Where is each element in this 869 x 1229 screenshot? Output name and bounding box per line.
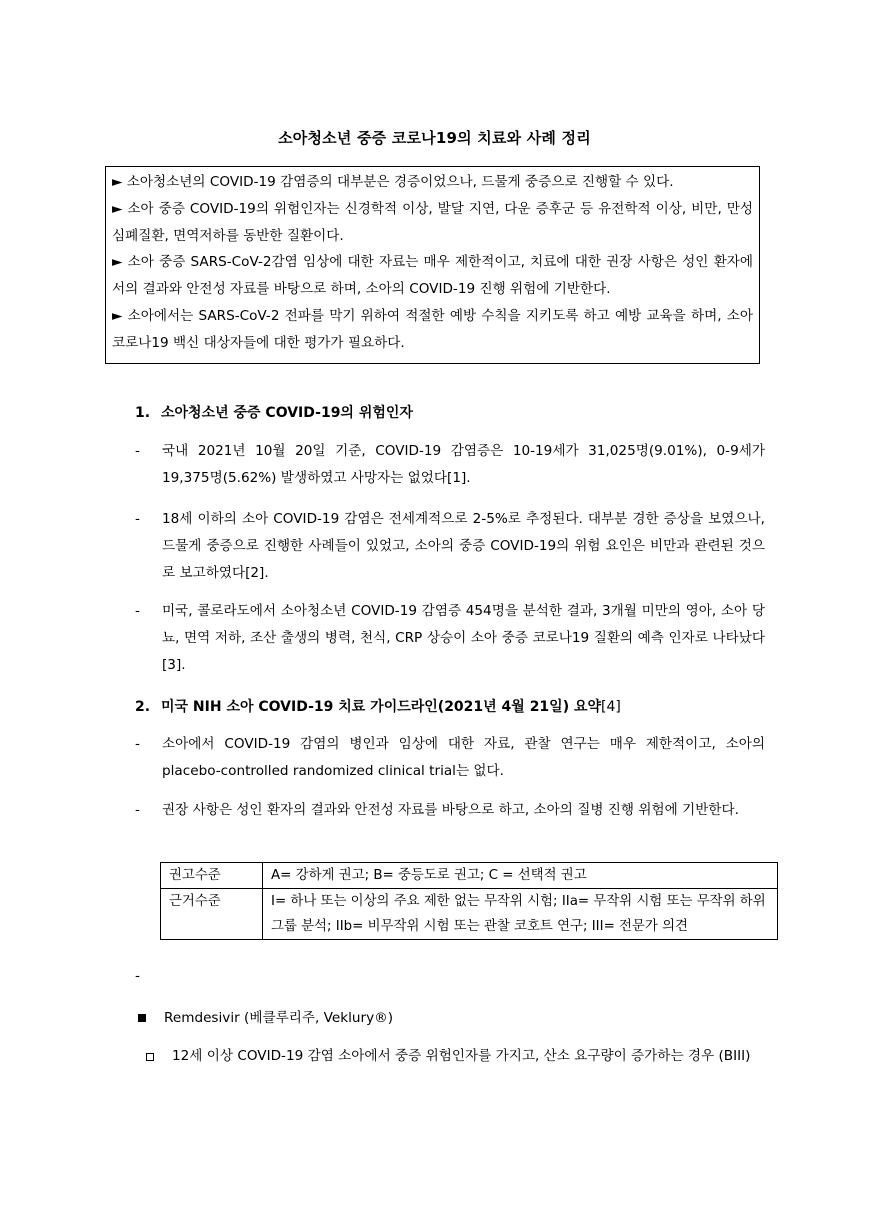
dash-marker: - — [135, 603, 140, 619]
list-item-text: 미국, 콜로라도에서 소아청소년 COVID-19 감염증 454명을 분석한 결과, 3개월 미만의 영아, 소아 당뇨, 면역 저하, 조산 출생의 병력, 천식, CRP 상승이 소아 중증 코로나19 질환의 예측 인자로 나타났다[3]. — [162, 603, 765, 673]
drug-indication: 12세 이상 COVID-19 감염 소아에서 중증 위험인자를 가지고, 산소 요구량이 증가하는 경우 (BIII) — [172, 1048, 751, 1064]
filled-square-bullet-icon — [138, 1014, 146, 1022]
dash-marker: - — [135, 802, 140, 818]
table-value: I= 하나 또는 이상의 주요 제한 없는 무작위 시험; IIa= 무작위 시험 또는 무작위 하위 그룹 분석; IIb= 비무작위 시험 또는 관찰 코호트 연구; III= 전문가 의견 — [263, 889, 778, 940]
list-item-text: 18세 이하의 소아 COVID-19 감염은 전세계적으로 2-5%로 추정된다. 대부분 경한 증상을 보였으나, 드물게 중증으로 진행한 사례들이 있었고, 소아의 중증 COVID-19의 위험 요인은 비만과 관련된 것으로 보고하였다[2]. — [162, 511, 765, 581]
recommendation-table — [160, 862, 778, 940]
summary-point: ► 소아에서는 SARS-CoV-2 전파를 막기 위하여 적절한 예방 수칙을 지키도록 하고 예방 교육을 하며, 소아 코로나19 백신 대상자들에 대한 평가가 필요하다. — [112, 307, 753, 351]
dash-marker: - — [135, 443, 140, 459]
list-item — [135, 438, 765, 492]
section-number: 1. — [135, 405, 151, 421]
open-square-bullet-icon — [146, 1053, 154, 1061]
list-item — [135, 598, 765, 679]
document-title: 소아청소년 중증 코로나19의 치료와 사례 정리 — [278, 129, 591, 147]
section-title: 소아청소년 중증 COVID-19의 위험인자 — [161, 405, 413, 421]
reference-marker: [4] — [601, 699, 621, 715]
table-row — [161, 863, 778, 889]
section-number: 2. — [135, 699, 151, 715]
table-row — [161, 889, 778, 940]
summary-box — [105, 166, 760, 364]
list-item — [135, 731, 765, 785]
table-key: 권고수준 — [161, 863, 263, 889]
list-item — [135, 506, 765, 587]
dash-marker: - — [135, 511, 140, 527]
table-key: 근거수준 — [161, 889, 263, 940]
section-2-heading — [135, 696, 621, 716]
summary-point: ► 소아 중증 COVID-19의 위험인자는 신경학적 이상, 발달 지연, 다운 증후군 등 유전학적 이상, 비만, 만성 심폐질환, 면역저하를 동반한 질환이다. — [112, 200, 753, 244]
drug-name: Remdesivir (베클루리주, Veklury®) — [164, 1010, 394, 1026]
list-item-text: 소아에서 COVID-19 감염의 병인과 임상에 대한 자료, 관찰 연구는 매우 제한적이고, 소아의 placebo-controlled randomized clinical trial는 없다. — [162, 736, 765, 779]
list-item-text: 권장 사항은 성인 환자의 결과와 안전성 자료를 바탕으로 하고, 소아의 질병 진행 위험에 기반한다. — [162, 802, 739, 818]
list-item-text: 국내 2021년 10월 20일 기준, COVID-19 감염증은 10-19세가 31,025명(9.01%), 0-9세가 19,375명(5.62%) 발생하였고 사망자는 없었다[1]. — [162, 443, 765, 486]
list-item — [135, 797, 765, 824]
summary-point: ► 소아청소년의 COVID-19 감염증의 대부분은 경증이었으나, 드물게 중증으로 진행할 수 있다. — [112, 174, 674, 190]
dash-marker: - — [135, 736, 140, 752]
dash-marker: - — [135, 968, 140, 984]
section-title: 미국 NIH 소아 COVID-19 치료 가이드라인(2021년 4월 21일) 요약 — [161, 699, 602, 715]
table-value: A= 강하게 권고; B= 중등도로 권고; C = 선택적 권고 — [263, 863, 778, 889]
section-1-heading — [135, 402, 413, 422]
summary-point: ► 소아 중증 SARS-CoV-2감염 임상에 대한 자료는 매우 제한적이고, 치료에 대한 권장 사항은 성인 환자에서의 결과와 안전성 자료를 바탕으로 하며, 소아의 COVID-19 진행 위험에 기반한다. — [112, 254, 753, 298]
